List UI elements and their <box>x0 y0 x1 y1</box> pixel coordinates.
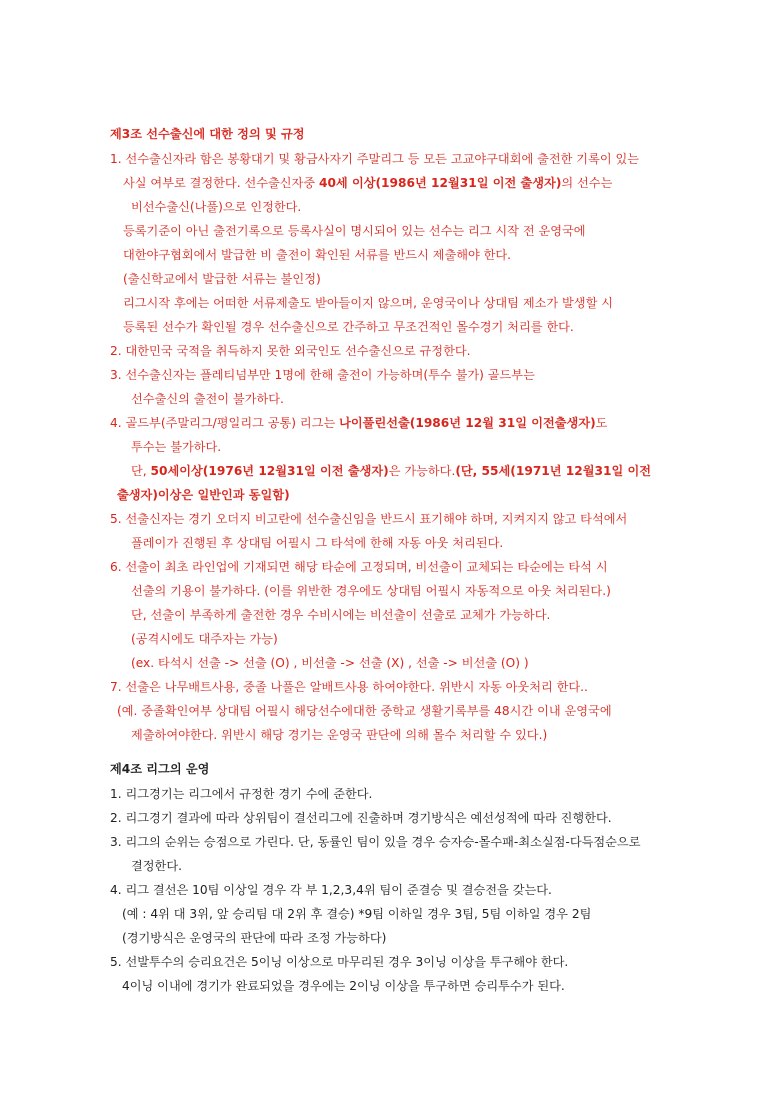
s3-item1-line2: 사실 여부로 결정한다. 선수출신자중 40세 이상(1986년 12월31일 이전 출생자)의 선수는 <box>123 176 613 190</box>
s4-item1: 1. 리그경기는 리그에서 규정한 경기 수에 준한다. <box>110 787 373 801</box>
section4-title: 제4조 리그의 운영 <box>110 762 210 776</box>
s4-item5-line2: 4이닝 이내에 경기가 완료되었을 경우에는 2이닝 이상을 투구하면 승리투수가 된다. <box>122 979 565 993</box>
s3-item3-line2: 선수출신의 출전이 불가하다. <box>131 392 284 406</box>
s3-item4-line2: 투수는 불가하다. <box>131 440 222 454</box>
s3-item1-line3: 비선수출신(나풀)으로 인정한다. <box>131 200 302 214</box>
section3-title: 제3조 선수출신에 대한 정의 및 규정 <box>110 127 305 141</box>
s4-item4-line1: 4. 리그 결선은 10팀 이상일 경우 각 부 1,2,3,4위 팀이 준결승 및 결승전을 갖는다. <box>110 883 552 897</box>
s3-item6-line3: 단, 선출이 부족하게 출전한 경우 수비시에는 비선출이 선출로 교체가 가능하다. <box>131 608 551 622</box>
s3-item4-line1: 4. 골드부(주말리그/평일리그 공통) 리그는 나이풀린선출(1986년 12월 31일 이전출생자)도 <box>110 416 608 430</box>
s4-item4-line2: (예 : 4위 대 3위, 앞 승리팀 대 2위 후 결승) *9팀 이하일 경우 3팀, 5팀 이하일 경우 2팀 <box>122 907 592 921</box>
s3-item1-line5: 대한야구협회에서 발급한 비 출전이 확인된 서류를 반드시 제출해야 한다. <box>123 248 512 262</box>
s3-item1-line7: 리그시작 후에는 어떠한 서류제출도 받아들이지 않으며, 운영국이나 상대팀 제소가 발생할 시 <box>123 296 613 310</box>
s3-item1-line6: (출신학교에서 발급한 서류는 불인정) <box>123 272 321 286</box>
s3-item6-line4: (공격시에도 대주자는 가능) <box>131 632 278 646</box>
s3-item3-line1: 3. 선수출신자는 플레티넘부만 1명에 한해 출전이 가능하며(투수 불가) 골드부는 <box>110 368 535 382</box>
s4-item4-line3: (경기방식은 운영국의 판단에 따라 조정 가능하다) <box>122 931 387 945</box>
s3-item6-line5: (ex. 타석시 선출 -> 선출 (O) , 비선출 -> 선출 (X) , 선출 -> 비선출 (O) ) <box>131 656 529 670</box>
s3-item5-line2: 플레이가 진행된 후 상대팀 어필시 그 타석에 한해 자동 아웃 처리된다. <box>131 536 504 550</box>
s3-item1-line1: 1. 선수출신자라 함은 봉황대기 및 황금사자기 주말리그 등 모든 고교야구대회에 출전한 기록이 있는 <box>110 152 640 166</box>
s3-item4-line4: 출생자)이상은 일반인과 동일함) <box>117 488 290 502</box>
s3-item1-line4: 등록기준이 아닌 출전기록으로 등록사실이 명시되어 있는 선수는 리그 시작 전 운영국에 <box>123 224 586 238</box>
s3-item7-line2: (예. 중졸확인여부 상대팀 어필시 해당선수에대한 중학교 생활기록부를 48시간 이내 운영국에 <box>117 704 612 718</box>
s4-item3-line1: 3. 리그의 순위는 승점으로 가린다. 단, 동률인 팀이 있을 경우 승자승-몰수패-최소실점-다득점순으로 <box>110 835 641 849</box>
s3-item6-line1: 6. 선출이 최초 라인업에 기재되면 해당 타순에 고정되며, 비선출이 교체되는 타순에는 타석 시 <box>110 560 608 574</box>
s3-item7-line3: 제출하여야한다. 위반시 해당 경기는 운영국 판단에 의해 몰수 처리할 수 있다.) <box>131 728 548 742</box>
s4-item2: 2. 리그경기 결과에 따라 상위팀이 결선리그에 진출하며 경기방식은 예선성적에 따라 진행한다. <box>110 811 612 825</box>
s4-item5-line1: 5. 선발투수의 승리요건은 5이닝 이상으로 마무리된 경우 3이닝 이상을 투구해야 한다. <box>110 955 569 969</box>
s4-item3-line2: 결정한다. <box>131 859 182 873</box>
s3-item4-line3: 단, 50세이상(1976년 12월31일 이전 출생자)은 가능하다.(단, 55세(1971년 12월31일 이전 <box>131 464 652 478</box>
s3-item1-line8: 등록된 선수가 확인될 경우 선수출신으로 간주하고 무조건적인 몰수경기 처리를 한다. <box>123 320 574 334</box>
s3-item5-line1: 5. 선출신자는 경기 오더지 비고란에 선수출신임을 반드시 표기해야 하며, 지켜지지 않고 타석에서 <box>110 512 628 526</box>
s3-item7-line1: 7. 선출은 나무배트사용, 중졸 나풀은 알배트사용 하여야한다. 위반시 자동 아웃처리 한다.. <box>110 680 588 694</box>
s3-item2: 2. 대한민국 국적을 취득하지 못한 외국인도 선수출신으로 규정한다. <box>110 344 471 358</box>
s3-item6-line2: 선출의 기용이 불가하다. (이를 위반한 경우에도 상대팀 어필시 자동적으로 아웃 처리된다.) <box>131 584 611 598</box>
